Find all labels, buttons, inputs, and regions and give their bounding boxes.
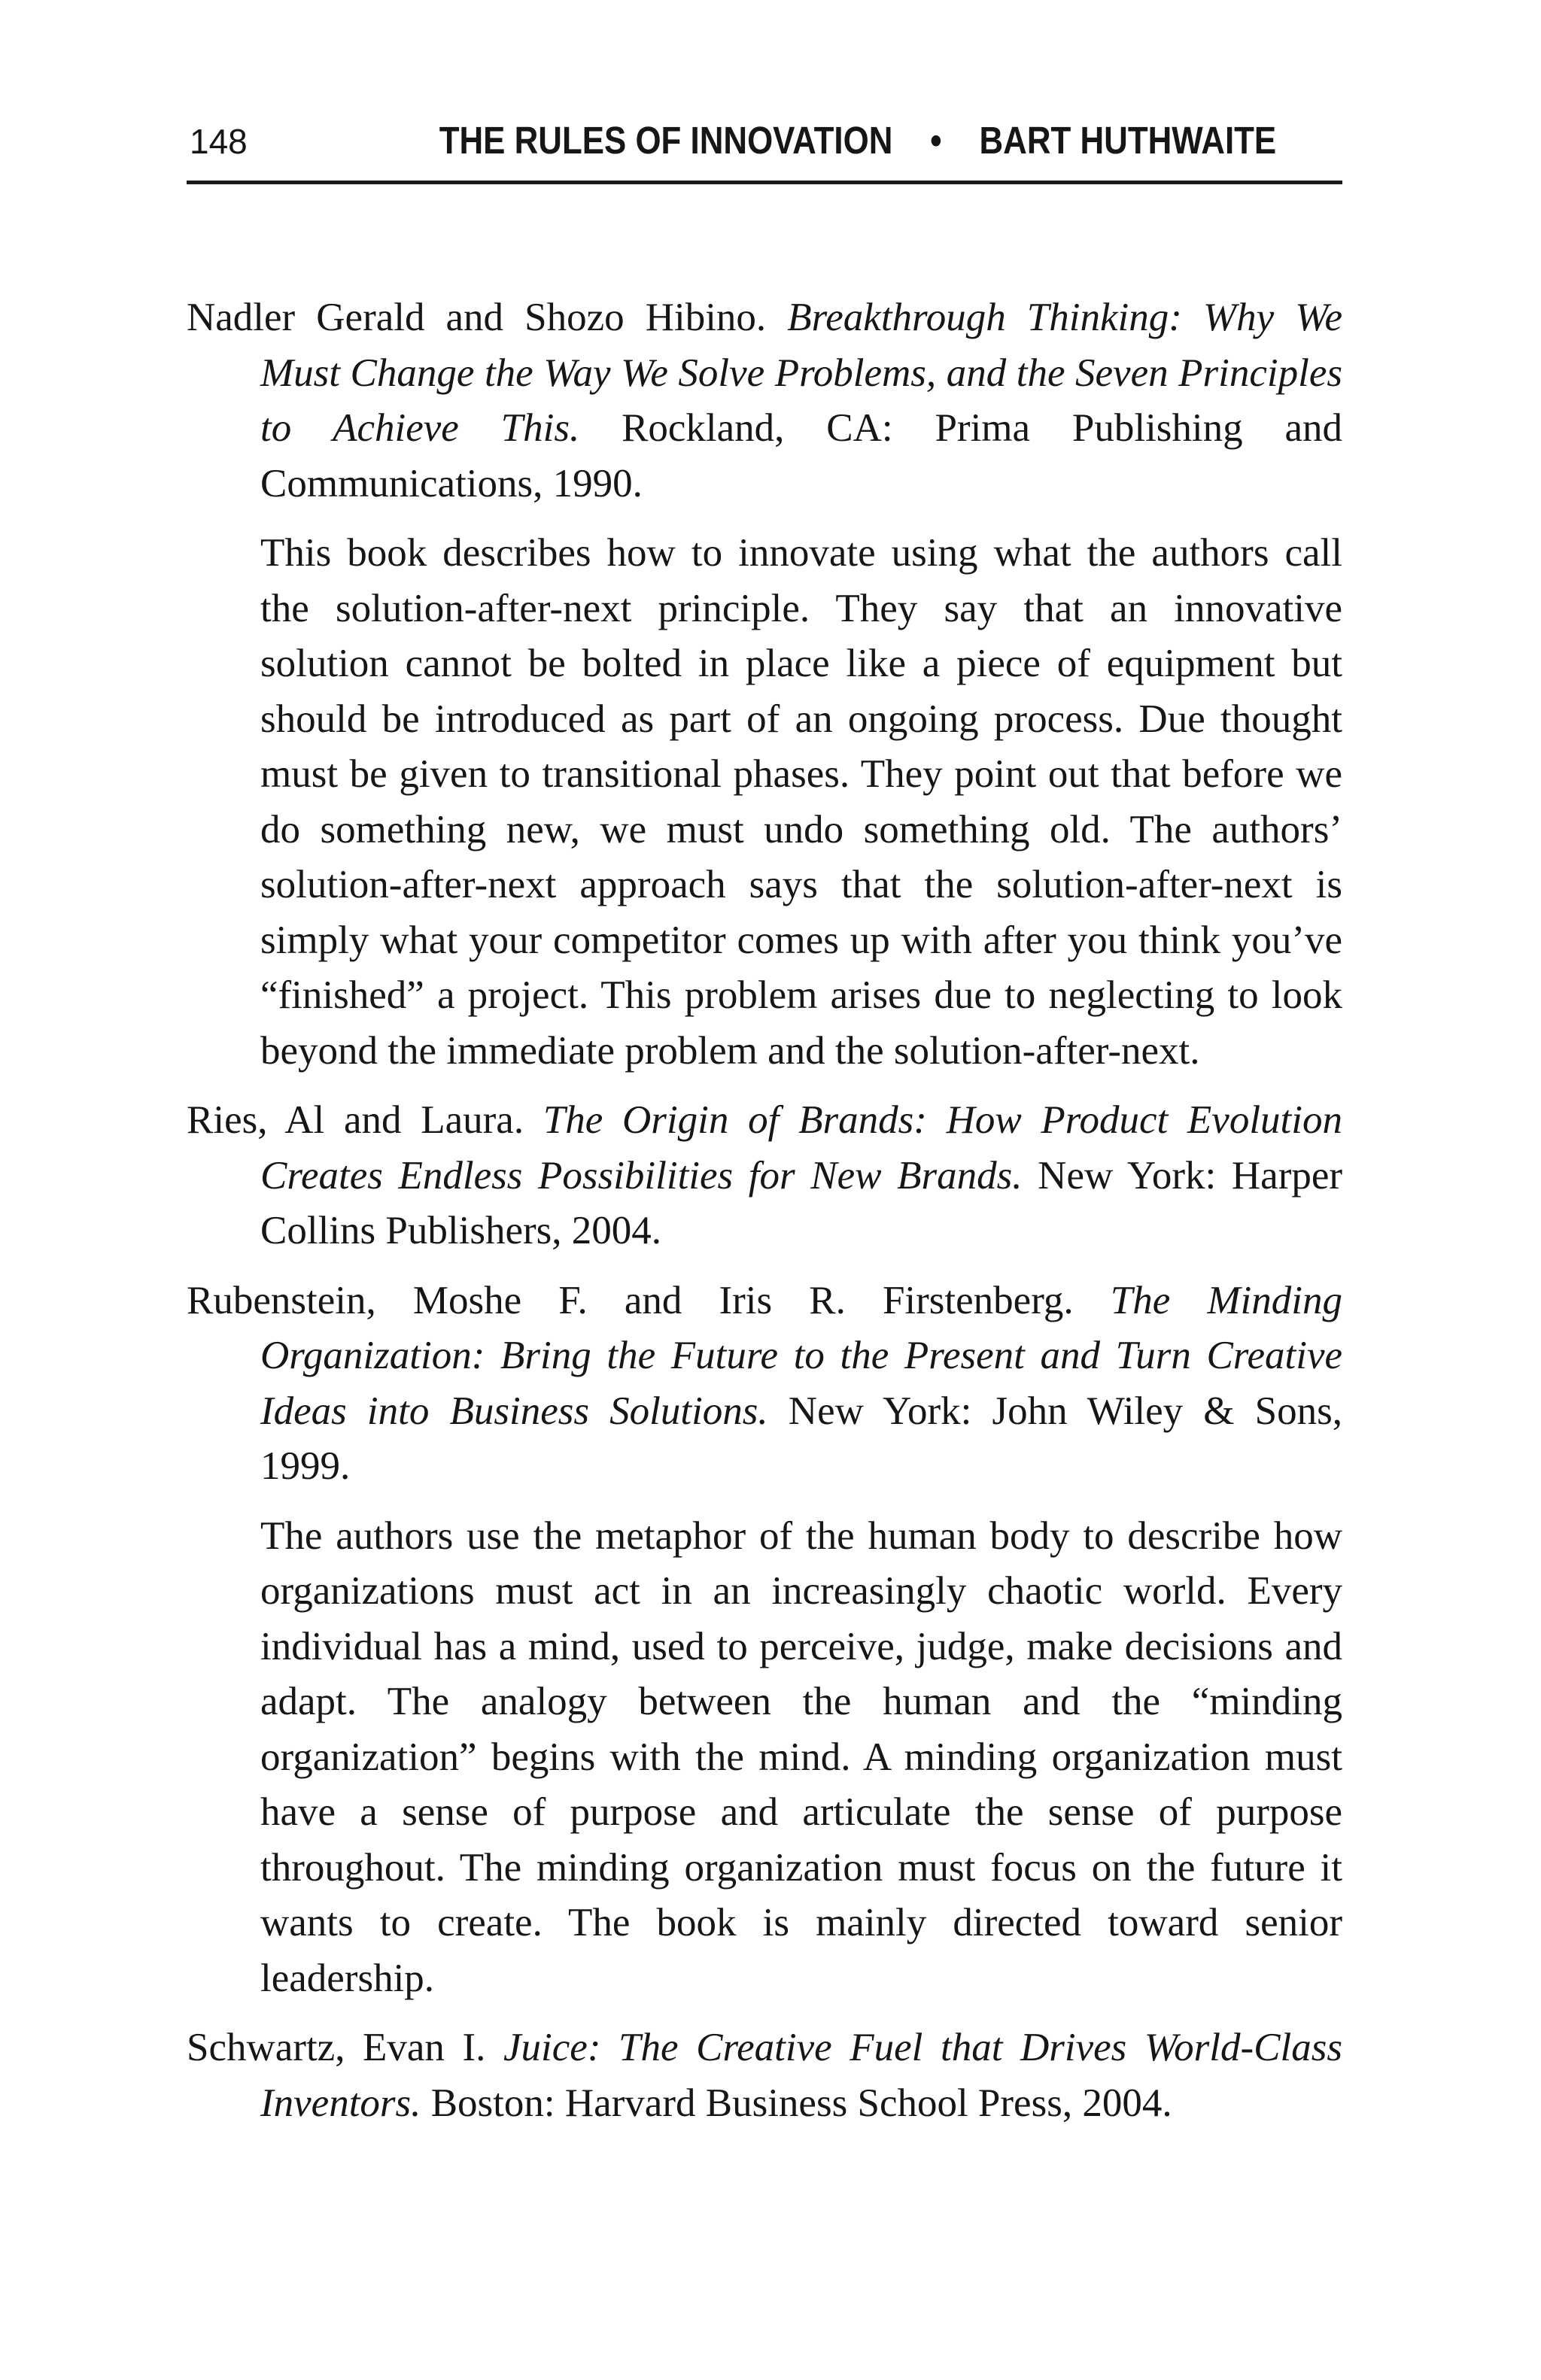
page-number: 148 [190,122,248,161]
header-separator: • [930,119,942,162]
entry-publication: New York: Harper Collins Publishers, 2004. [260,1153,1343,1252]
bibliography-entry-schwartz [187,2020,1342,2131]
author-name: BART HUTHWAITE [979,119,1277,162]
bibliography-entry-rubenstein [187,1273,1342,1495]
bibliography [187,290,1342,2145]
entry-publication: New York: John Wiley & Sons, 1999. [260,1389,1342,1488]
entry-title: Breakthrough Thinking: Why We Must Change the Way We Solve Problems, and the Seven Principles to Achieve This. [260,296,1343,450]
running-head [439,117,1277,164]
entry-authors: Rubenstein, Moshe F. and Iris R. Firstenberg. [187,1278,1074,1322]
entry-annotation-rubenstein: The authors use the metaphor of the human body to describe how organizations must act in an increasingly chaotic world. Every individual has a mind, used to perceive, judge, make decisions and adapt. The analogy between the human and the “minding organization” begins with the mind. A minding organization must have a sense of purpose and articulate the sense of purpose throughout. The minding organization must focus on the future it wants to create. The book is mainly directed toward senior leadership. [260,1513,1342,2000]
entry-title: The Origin of Brands: How Product Evolution Creates Endless Possibilities for New Brands. [260,1098,1342,1198]
entry-authors: Nadler Gerald and Shozo Hibino. [187,296,767,339]
running-header [187,113,1342,184]
entry-title: The Minding Organization: Bring the Future to the Present and Turn Creative Ideas into Business Solutions. [260,1278,1342,1433]
bibliography-entry-nadler [187,290,1342,512]
entry-authors: Schwartz, Evan I. [187,2026,486,2069]
entry-authors: Ries, Al and Laura. [187,1098,524,1142]
entry-publication: Rockland, CA: Prima Publishing and Communications, 1990. [260,406,1343,505]
book-title: THE RULES OF INNOVATION [439,119,893,162]
entry-publication: Boston: Harvard Business School Press, 2004. [430,2081,1172,2125]
entry-title: Juice: The Creative Fuel that Drives World-Class Inventors. [260,2026,1342,2125]
entry-annotation-nadler: This book describes how to innovate using what the authors call the solution-after-next principle. They say that an innovative solution cannot be bolted in place like a piece of equipment but should be introduced as part of an ongoing process. Due thought must be given to transitional phases. They point out that before we do something new, we must undo something old. The authors’ solution-after-next approach says that the solution-after-next is simply what your competitor comes up with after you think you’ve “finished” a project. This problem arises due to neglecting to look beyond the immediate problem and the solution-after-next. [260,531,1342,1073]
bibliography-entry-ries [187,1093,1342,1259]
